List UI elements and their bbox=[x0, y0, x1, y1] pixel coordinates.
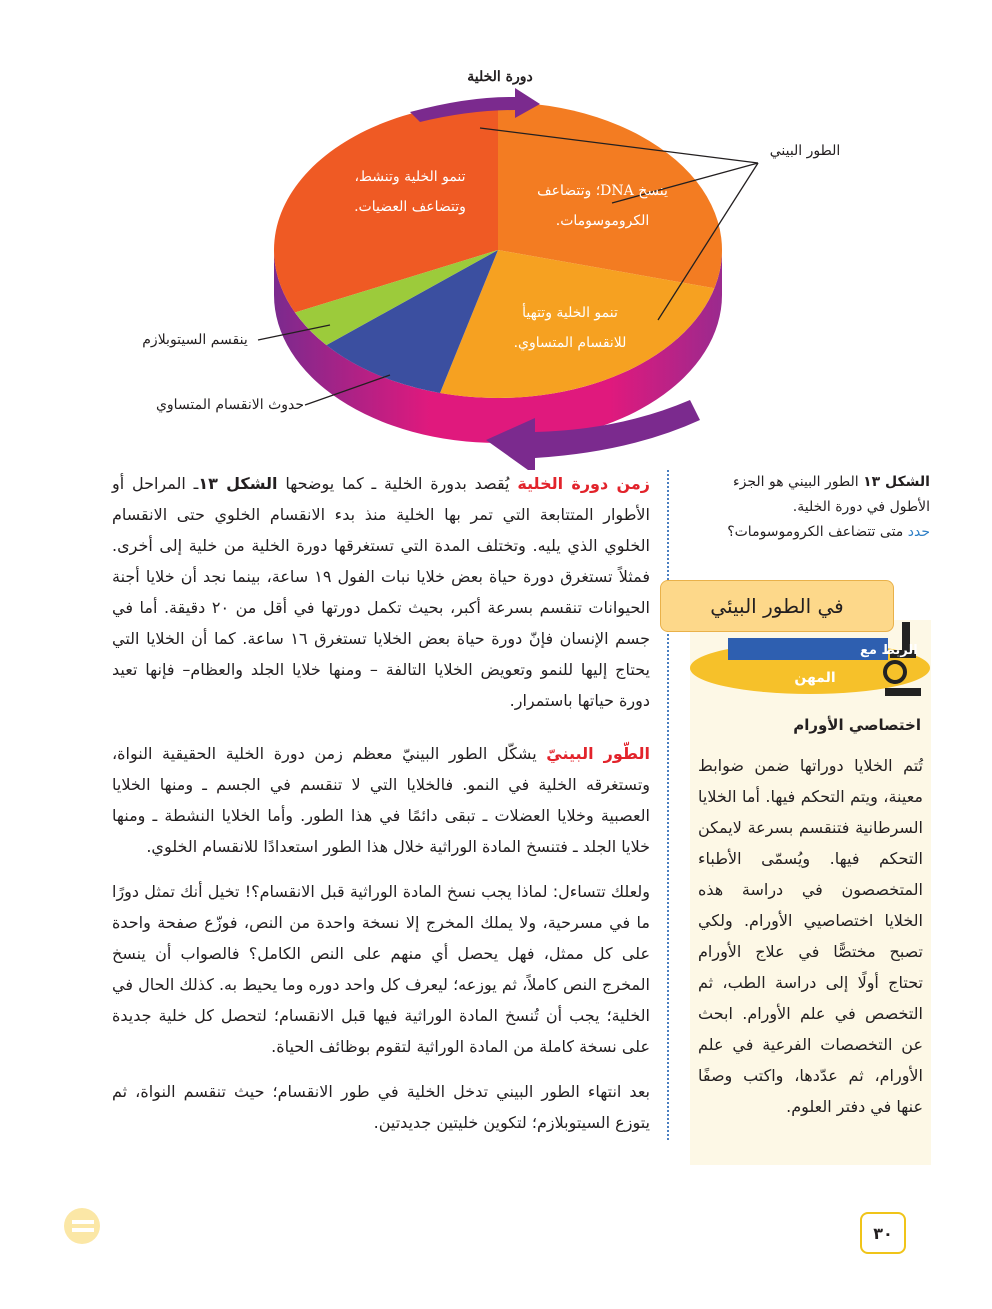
figure-caption: الشكل ١٣ الطور البيني هو الجزء الأطول في دورة الخلية. حدد متى تتضاعف الكروموسومات؟ bbox=[727, 474, 930, 540]
career-text: تُتم الخلايا دوراتها ضمن ضوابط معينة، ويتم التحكم فيها. أما الخلايا السرطانية فتنقسم بسرعة لايمكن التحكم فيها. ويُسمّى الأطباء المتخصصون في دراسة هذه الخلايا اختصاصيي الأورام. ولكي تصبح مختصًّا في علاج الأورام تحتاج أولًا إلى دراسة الطب، ثم التخصص في علم الأورام. ابحث عن التخصصات الفرعية في علم الأورام، ثم عدّدها، واكتب وصفًا عنها في دفتر العلوم. bbox=[698, 756, 923, 1116]
career-banner-bottom: المهن bbox=[794, 670, 836, 686]
segment-g1-text: تنمو الخلية وتنشط، وتتضاعف العضيات. bbox=[354, 169, 466, 215]
page-number: ٣٠ bbox=[860, 1212, 906, 1254]
label-interphase: الطور البيني bbox=[769, 143, 841, 159]
paragraph-question: ولعلك تتساءل: لماذا يجب نسخ المادة الوراثية قبل الانقسام؟! تخيل أنك تمثل دورًا ما في مسرحية، ولا يملك المخرج إلا نسخة واحدة من النص، فوزّع صفحة واحدة على كل ممثل، فهل يحصل أي منهم على النص الكامل؟ فالصواب أن ينسخ المخرج النص كاملاً، ثم يوزعه؛ ليعرف كل واحد دوره وما يحيط به. كذلك الحال في الخلية؛ يجب أن تُنسخ المادة الوراثية فيها قبل الانقسام؛ لتحصل كل خلية جديدة على نسخة كاملة من المادة الوراثية لتقوم بوظائف الحياة. bbox=[112, 882, 650, 1056]
label-cytokinesis: ينقسم السيتوبلازم bbox=[142, 332, 248, 348]
column-divider bbox=[667, 470, 669, 1140]
answer-box: في الطور البيئي bbox=[660, 580, 894, 632]
career-title: اختصاصي الأورام bbox=[793, 716, 921, 734]
label-mitosis: حدوث الانقسام المتساوي bbox=[155, 397, 305, 413]
publisher-logo-icon bbox=[58, 1190, 104, 1250]
segment-g2-text: تنمو الخلية وتتهيأ للانقسام المتساوي. bbox=[513, 305, 627, 351]
paragraph-interphase: الطّور البينيّ يشكّل الطور البينيّ معظم زمن دورة الخلية الحقيقية النواة، وتستغرقه الخلية في النمو. فالخلايا التي لا تنقسم في الجسم ـ ومنها الخلايا العصبية وخلايا العضلات ـ تبقى دائمًا في هذا الطور. وأما الخلايا النشطة ـ ومنها خلايا الجلد ـ فتنسخ المادة الوراثية خلال هذا الطور استعدادًا للانقسام الخلوي. bbox=[112, 744, 650, 856]
segment-s-text: ينسخ DNA؛ وتتضاعف الكروموسومات. bbox=[537, 183, 668, 229]
career-box bbox=[690, 620, 931, 1165]
career-banner-top: الربط مع bbox=[860, 643, 918, 658]
paragraph-division: بعد انتهاء الطور البيني تدخل الخلية في طور الانقسام؛ حيث تنقسم النواة، ثم يتوزع السيتوبلازم؛ لتكوين خليتين جديدتين. bbox=[112, 1082, 650, 1132]
paragraph-cell-cycle-time: زمن دورة الخلية يُقصد بدورة الخلية ـ كما يوضحها الشكل ١٣ـ المراحل أو الأطوار المتتابعة التي تمر بها الخلية منذ بدء الانقسام الخلوي حتى الانقسام الخلوي الذي يليه. وتختلف المدة التي تستغرقها دورة الخلية من خلية إلى أخرى. فمثلاً تستغرق دورة حياة بعض خلايا نبات الفول ١٩ ساعة، بينما نجد أن خلايا أجنة الحيوانات تنقسم بسرعة أكبر، بحيث تكمل دورتها في أقل من ٢٠ دقيقة. أما في جسم الإنسان فإنّ دورة حياة بعض الخلايا تستغرق ١٦ ساعة. كما أن الخلايا التي يحتاج إليها للنمو وتعويض الخلايا التالفة – ومنها خلايا الجلد والعظام– فإنها تعيد دورة حياتها باستمرار. bbox=[112, 474, 651, 710]
career-banner bbox=[690, 620, 931, 705]
diagram-title: دورة الخلية bbox=[467, 69, 533, 85]
